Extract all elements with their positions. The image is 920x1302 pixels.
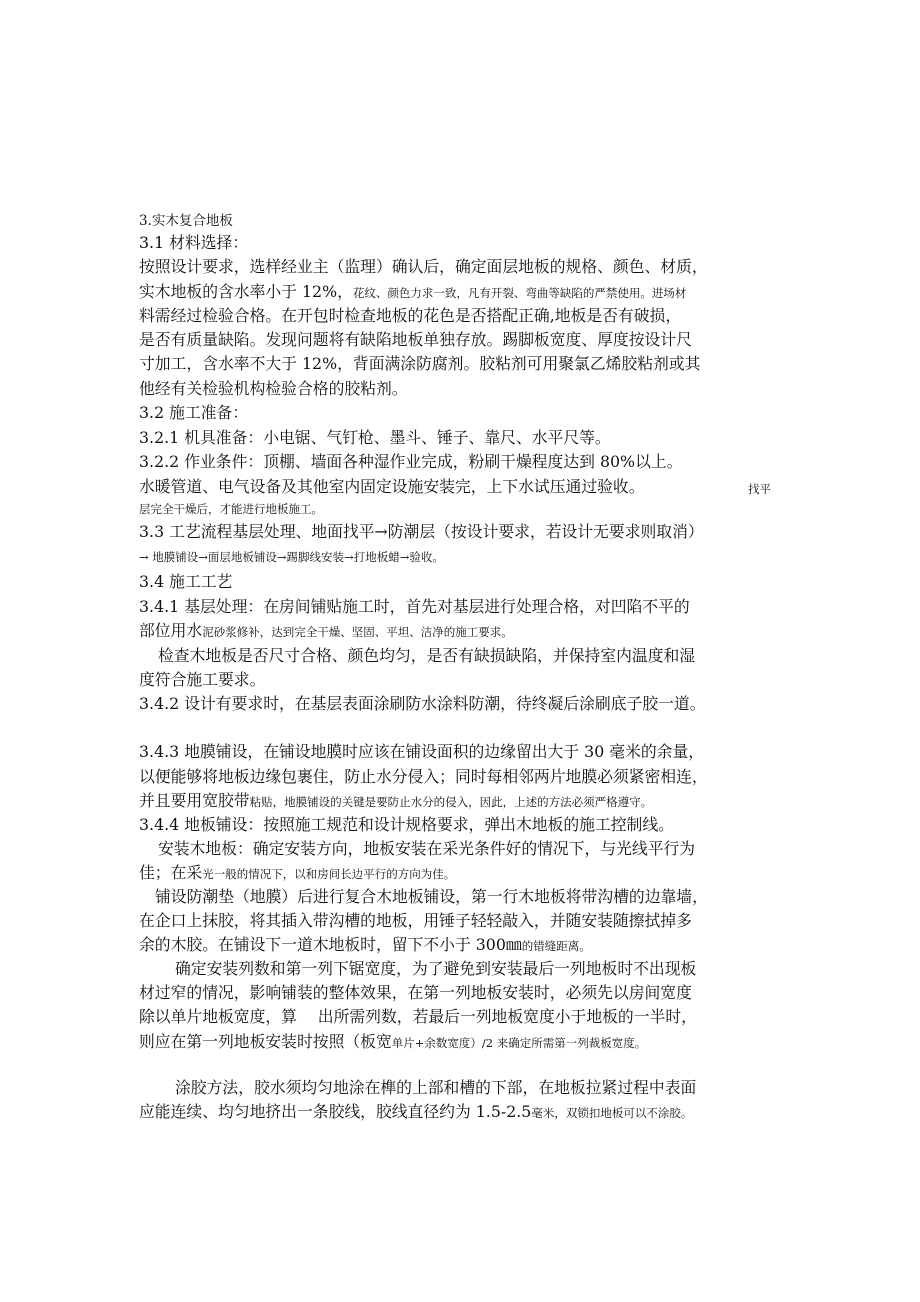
paragraph-line: 是否有质量缺陷。发现问题将有缺陷地板单独存放。踢脚板宽度、厚度按设计尺 [139,330,692,349]
paragraph-line [139,934,591,957]
small-text-run: 的错缝距离。 [521,939,591,953]
heading-3-2: 3.2 施工准备： [139,403,249,422]
paragraph-line [139,620,513,643]
small-text-run: 泥砂浆修补，达到完全干燥、坚固、平坦、洁净的施工要求。 [202,625,513,639]
paragraph-line: 在企口上抹胶，将其插入带沟槽的地板，用锤子轻轻敲入，并随安装随擦拭掉多 [139,911,692,930]
small-text-run: 粘贴，地膜铺设的关键是要防止水分的侵入，因此，上述的方法必须严格遵守。 [249,795,653,809]
paragraph-line: 3.4.3 地膜铺设，在铺设地膜时应该在铺设面积的边缘留出大于 30 毫米的余量， [139,742,705,761]
paragraph-line: 他经有关检验机构检验合格的胶粘剂。 [139,379,408,398]
small-text-run: 花纹、颜色力求一致，凡有开裂、弯曲等缺陷的严禁使用。进场材 [352,286,687,300]
heading-3-4: 3.4 施工工艺 [139,572,233,591]
text-run: 则应在第一列地板安装时按照（板宽 [139,1032,392,1051]
small-text-run: 毫米，双锁扣地板可以不涂胶。 [531,1106,693,1120]
paragraph-line: 度符合施工要求。 [139,670,266,689]
paragraph-line: 3.3 工艺流程基层处理、地面找平→防潮层（按设计要求，若设计无要求则取消） [139,522,704,541]
paragraph-line: 铺设防潮垫（地膜）后进行复合木地板铺设，第一行木地板将带沟槽的边靠墙， [155,887,708,906]
paragraph-line [139,1101,692,1124]
text-run: 并且要用宽胶带 [139,791,250,810]
text-run: 余的木胶。在铺设下一道木地板时，留下不小于 300㎜ [139,935,522,954]
paragraph-line [139,281,686,304]
small-paragraph-line: → 地膜铺设→面层地板铺设→踢脚线安装→打地板蜡→验收。 [139,550,444,564]
paragraph-line: 3.4.1 基层处理：在房间铺贴施工时，首先对基层进行处理合格，对凹陷不平的 [139,597,690,616]
text-run: 应能连续、均匀地挤出一条胶线，胶线直径约为 1.5-2.5 [139,1102,532,1121]
paragraph-line: 按照设计要求，选样经业主（监理）确认后，确定面层地板的规格、颜色、材质， [139,257,708,276]
paragraph-line: 寸加工，含水率不大于 12%，背面满涂防腐剂。胶粘剂可用聚氯乙烯胶粘剂或其 [139,354,701,373]
section-title: 3.实木复合地板 [139,213,233,229]
paragraph-line: 材过窄的情况，影响铺装的整体效果，在第一列地板安装时，必须先以房间宽度 [139,983,692,1002]
paragraph-line: 3.2.2 作业条件：顶棚、墙面各种湿作业完成，粉刷干燥程度达到 80%以上。 [139,452,683,471]
paragraph-line [139,1031,646,1054]
text-run: 实木地板的含水率小于 12%， [139,282,353,301]
text-run: 佳；在采 [139,863,203,882]
paragraph-line [139,476,771,498]
paragraph-line: 涂胶方法，胶水须均匀地涂在榫的上部和槽的下部，在地板拉紧过程中表面 [175,1078,697,1097]
paragraph-line [139,790,652,813]
small-text-run: 找平 [748,482,771,496]
text-run: 部位用水 [139,621,203,640]
paragraph-line: 3.2.1 机具准备：小电锯、气钉枪、墨斗、锤子、靠尺、水平尺等。 [139,428,611,447]
paragraph-line: 3.4.4 地板铺设：按照施工规范和设计规格要求，弹出木地板的施工控制线。 [139,815,674,834]
paragraph-line: 安装木地板：确定安装方向，地板安装在采光条件好的情况下，与光线平行为 [158,839,696,858]
paragraph-line: 除以单片地板宽度，算 出所需列数，若最后一列地板宽度小于地板的一半时， [139,1007,697,1026]
paragraph-line: 检查木地板是否尺寸合格、颜色均匀，是否有缺损缺陷，并保持室内温度和湿 [158,646,696,665]
paragraph-line: 确定安装列数和第一列下锯宽度，为了避免到安装最后一列地板时不出现板 [175,959,697,978]
paragraph-line [139,862,455,885]
small-paragraph-line: 层完全干燥后，才能进行地板施工。 [139,502,323,516]
paragraph-line: 3.4.2 设计有要求时，在基层表面涂刷防水涂料防潮，待终凝后涂刷底子胶一道。 [139,694,706,713]
small-text-run: 光一般的情况下，以和房间长边平行的方向为佳。 [202,867,456,881]
paragraph-line: 以便能够将地板边缘包裹住，防止水分侵入；同时每相邻两片地膜必须紧密相连， [139,767,708,786]
paragraph-line: 料需经过检验合格。在开包时检查地板的花色是否搭配正确,地板是否有破损， [139,306,682,325]
heading-3-1: 3.1 材料选择： [139,233,249,252]
small-text-run: 单片+余数宽度）/2 来确定所需第一列裁板宽度。 [391,1036,647,1050]
text-run: 水暖管道、电气设备及其他室内固定设施安装完，上下水试压通过验收。 [139,477,645,496]
